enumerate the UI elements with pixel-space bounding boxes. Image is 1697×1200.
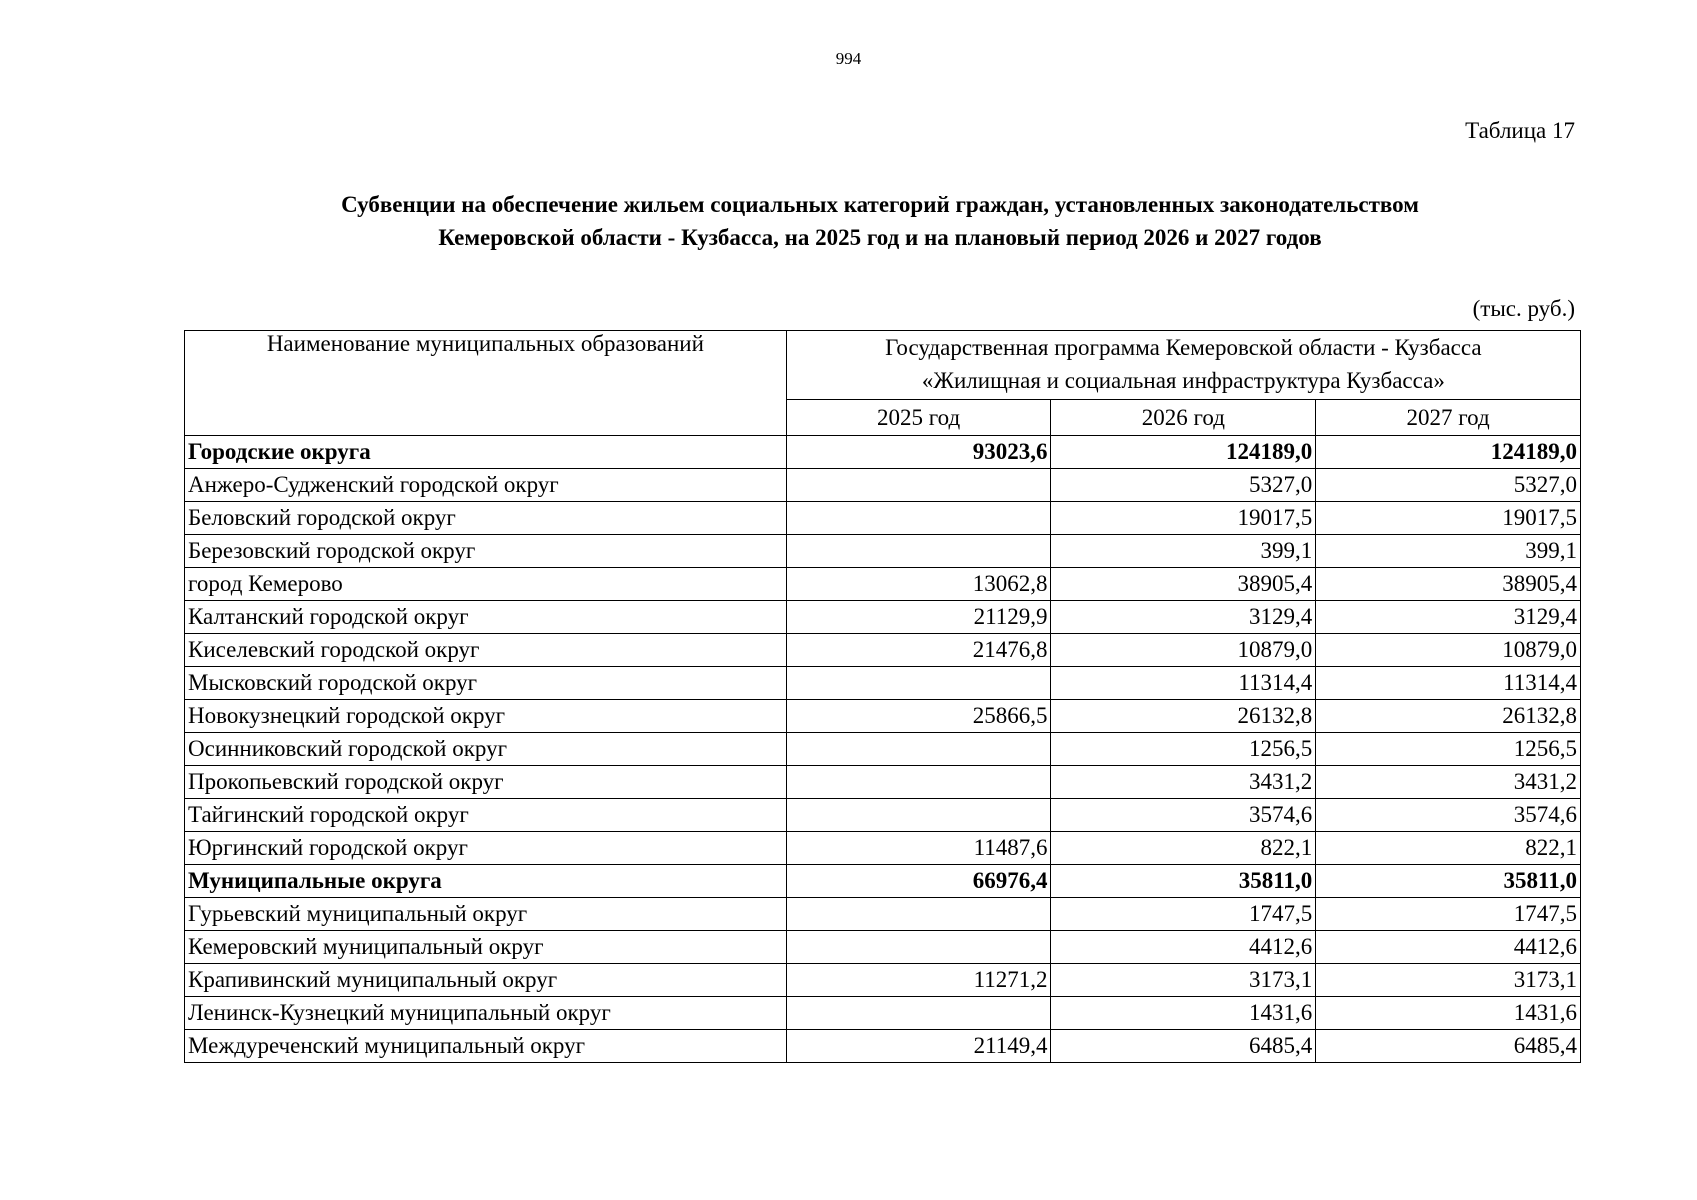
value-2025-cell: 13062,8 [786, 568, 1051, 601]
value-2026-cell: 399,1 [1051, 535, 1316, 568]
table-group-row [185, 436, 1581, 469]
column-header-2025: 2025 год [786, 400, 1051, 436]
value-2026-cell: 6485,4 [1051, 1030, 1316, 1063]
municipality-name-cell: Ленинск-Кузнецкий муниципальный округ [185, 997, 787, 1030]
municipality-name-cell: Беловский городской округ [185, 502, 787, 535]
units-label: (тыс. руб.) [1472, 296, 1575, 321]
value-2026-cell: 35811,0 [1051, 865, 1316, 898]
table-group-row [185, 865, 1581, 898]
municipality-name-cell: Березовский городской округ [185, 535, 787, 568]
municipality-name-cell: Осинниковский городской округ [185, 733, 787, 766]
municipality-name-cell: Тайгинский городской округ [185, 799, 787, 832]
value-2026-cell: 5327,0 [1051, 469, 1316, 502]
value-2026-cell: 4412,6 [1051, 931, 1316, 964]
value-2025-cell [786, 535, 1051, 568]
column-header-name: Наименование муниципальных образований [185, 331, 787, 436]
value-2027-cell: 10879,0 [1316, 634, 1581, 667]
table-row [185, 733, 1581, 766]
table-row [185, 568, 1581, 601]
municipality-name-cell: Прокопьевский городской округ [185, 766, 787, 799]
value-2026-cell: 1747,5 [1051, 898, 1316, 931]
value-2027-cell: 38905,4 [1316, 568, 1581, 601]
municipality-name-cell: Калтанский городской округ [185, 601, 787, 634]
value-2027-cell: 26132,8 [1316, 700, 1581, 733]
municipality-name-cell: Междуреченский муниципальный округ [185, 1030, 787, 1063]
page-number: 994 [835, 49, 862, 68]
value-2027-cell: 5327,0 [1316, 469, 1581, 502]
table-row [185, 964, 1581, 997]
document-title [180, 188, 1580, 254]
value-2027-cell: 124189,0 [1316, 436, 1581, 469]
table-row [185, 634, 1581, 667]
value-2026-cell: 3574,6 [1051, 799, 1316, 832]
value-2025-cell [786, 766, 1051, 799]
value-2025-cell: 25866,5 [786, 700, 1051, 733]
value-2027-cell: 11314,4 [1316, 667, 1581, 700]
value-2026-cell: 822,1 [1051, 832, 1316, 865]
value-2025-cell [786, 469, 1051, 502]
municipality-name-cell: Гурьевский муниципальный округ [185, 898, 787, 931]
value-2026-cell: 3129,4 [1051, 601, 1316, 634]
value-2026-cell: 38905,4 [1051, 568, 1316, 601]
value-2025-cell [786, 898, 1051, 931]
value-2027-cell: 4412,6 [1316, 931, 1581, 964]
value-2027-cell: 822,1 [1316, 832, 1581, 865]
value-2027-cell: 3431,2 [1316, 766, 1581, 799]
value-2026-cell: 10879,0 [1051, 634, 1316, 667]
value-2026-cell: 3173,1 [1051, 964, 1316, 997]
municipality-name-cell: Киселевский городской округ [185, 634, 787, 667]
column-header-2027: 2027 год [1316, 400, 1581, 436]
program-title-line-1: Государственная программа Кемеровской области - Кузбасса [885, 335, 1482, 360]
column-header-2026: 2026 год [1051, 400, 1316, 436]
document-title-line-2: Кемеровской области - Кузбасса, на 2025 год и на плановый период 2026 и 2027 годов [438, 225, 1322, 250]
value-2026-cell: 26132,8 [1051, 700, 1316, 733]
value-2027-cell: 1747,5 [1316, 898, 1581, 931]
table-row [185, 1030, 1581, 1063]
table-row [185, 667, 1581, 700]
document-title-line-1: Субвенции на обеспечение жильем социальных категорий граждан, установленных законодательством [341, 192, 1419, 217]
value-2026-cell: 19017,5 [1051, 502, 1316, 535]
table-label: Таблица 17 [1465, 118, 1575, 143]
value-2025-cell: 21149,4 [786, 1030, 1051, 1063]
table-row [185, 766, 1581, 799]
table-row [185, 799, 1581, 832]
value-2026-cell: 3431,2 [1051, 766, 1316, 799]
value-2025-cell: 11487,6 [786, 832, 1051, 865]
value-2026-cell: 11314,4 [1051, 667, 1316, 700]
value-2025-cell [786, 733, 1051, 766]
value-2026-cell: 1256,5 [1051, 733, 1316, 766]
value-2025-cell [786, 502, 1051, 535]
value-2027-cell: 3129,4 [1316, 601, 1581, 634]
table-row [185, 601, 1581, 634]
subventions-table [184, 330, 1581, 1063]
table-row [185, 535, 1581, 568]
value-2025-cell [786, 931, 1051, 964]
value-2025-cell: 93023,6 [786, 436, 1051, 469]
municipality-name-cell: Городские округа [185, 436, 787, 469]
table-row [185, 832, 1581, 865]
value-2027-cell: 19017,5 [1316, 502, 1581, 535]
value-2027-cell: 3173,1 [1316, 964, 1581, 997]
value-2026-cell: 1431,6 [1051, 997, 1316, 1030]
municipality-name-cell: Муниципальные округа [185, 865, 787, 898]
value-2027-cell: 6485,4 [1316, 1030, 1581, 1063]
municipality-name-cell: Юргинский городской округ [185, 832, 787, 865]
table-row [185, 898, 1581, 931]
table-body [185, 436, 1581, 1063]
table-row [185, 997, 1581, 1030]
municipality-name-cell: Крапивинский муниципальный округ [185, 964, 787, 997]
value-2025-cell [786, 667, 1051, 700]
table-row [185, 931, 1581, 964]
value-2025-cell: 11271,2 [786, 964, 1051, 997]
value-2027-cell: 1431,6 [1316, 997, 1581, 1030]
table-row [185, 469, 1581, 502]
program-title-line-2: «Жилищная и социальная инфраструктура Кузбасса» [921, 368, 1445, 393]
value-2026-cell: 124189,0 [1051, 436, 1316, 469]
table-row [185, 700, 1581, 733]
table-header-row [185, 331, 1581, 400]
municipality-name-cell: Новокузнецкий городской округ [185, 700, 787, 733]
value-2027-cell: 1256,5 [1316, 733, 1581, 766]
municipality-name-cell: город Кемерово [185, 568, 787, 601]
value-2027-cell: 3574,6 [1316, 799, 1581, 832]
value-2027-cell: 35811,0 [1316, 865, 1581, 898]
value-2025-cell [786, 997, 1051, 1030]
municipality-name-cell: Анжеро-Судженский городской округ [185, 469, 787, 502]
table-row [185, 502, 1581, 535]
municipality-name-cell: Мысковский городской округ [185, 667, 787, 700]
value-2025-cell: 21476,8 [786, 634, 1051, 667]
value-2025-cell [786, 799, 1051, 832]
value-2027-cell: 399,1 [1316, 535, 1581, 568]
municipality-name-cell: Кемеровский муниципальный округ [185, 931, 787, 964]
column-header-program [786, 331, 1580, 400]
value-2025-cell: 21129,9 [786, 601, 1051, 634]
value-2025-cell: 66976,4 [786, 865, 1051, 898]
